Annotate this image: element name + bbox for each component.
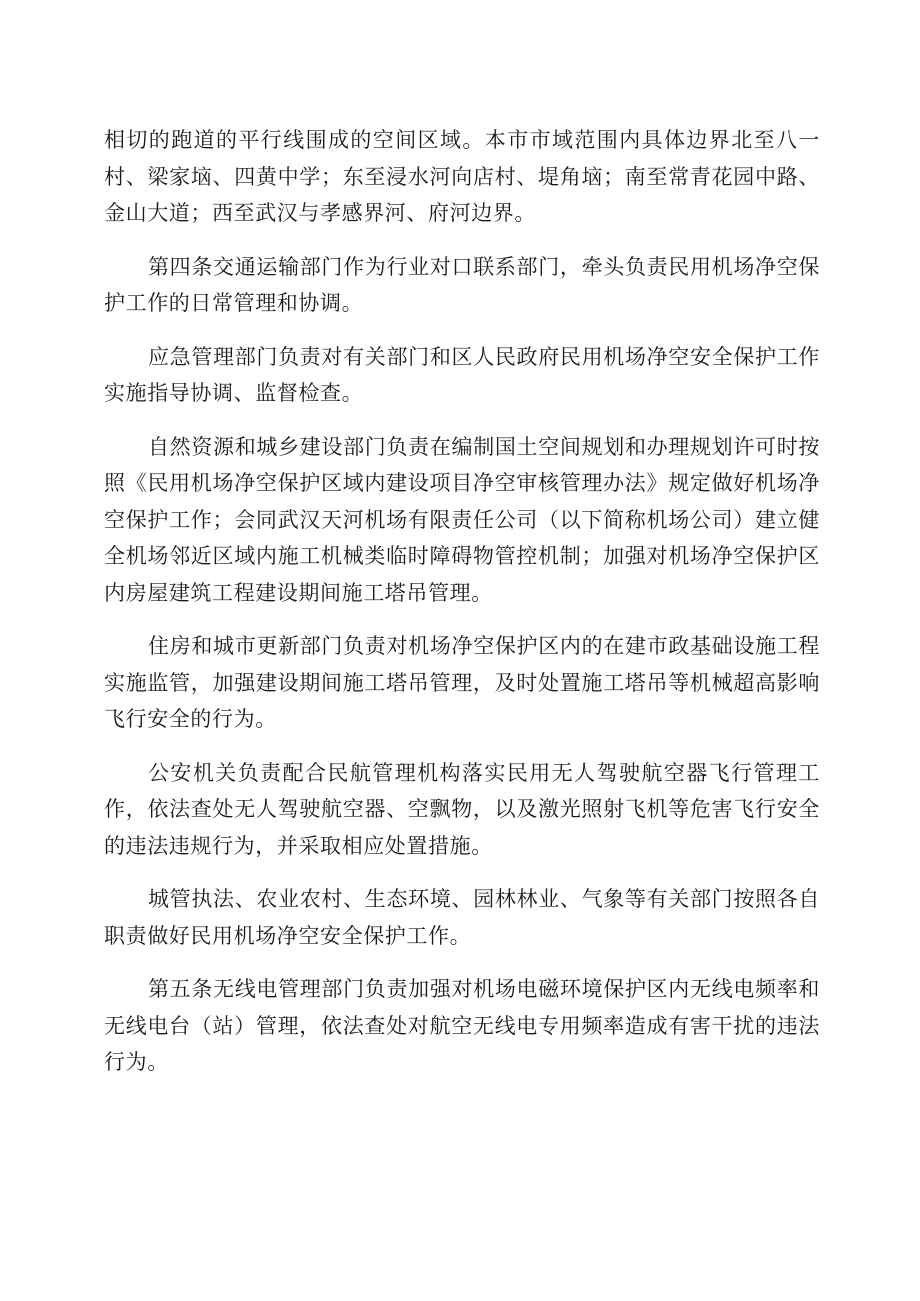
paragraph-natural-resources: 自然资源和城乡建设部门负责在编制国土空间规划和办理规划许可时按照《民用机场净空保护区域内建设项目净空审核管理办法》规定做好机场净空保护工作；会同武汉天河机场有限责任公司（以下简称机场公司）建立健全机场邻近区域内施工机械类临时障碍物管控机制；加强对机场净空保护区内房屋建筑工程建设期间施工塔吊管理。 bbox=[104, 434, 820, 605]
document-page bbox=[104, 122, 820, 1098]
paragraph-article-4: 第四条交通运输部门作为行业对口联系部门，牵头负责民用机场净空保护工作的日常管理和协调。 bbox=[104, 254, 820, 315]
paragraph-emergency-management: 应急管理部门负责对有关部门和区人民政府民用机场净空安全保护工作实施指导协调、监督检查。 bbox=[104, 344, 820, 405]
paragraph-housing: 住房和城市更新部门负责对机场净空保护区内的在建市政基础设施工程实施监管，加强建设期间施工塔吊管理，及时处置施工塔吊等机械超高影响飞行安全的行为。 bbox=[104, 634, 820, 731]
paragraph-other-departments: 城管执法、农业农村、生态环境、园林林业、气象等有关部门按照各自职责做好民用机场净空安全保护工作。 bbox=[104, 887, 820, 948]
paragraph-article-5: 第五条无线电管理部门负责加强对机场电磁环境保护区内无线电频率和无线电台（站）管理，依法查处对航空无线电专用频率造成有害干扰的违法行为。 bbox=[104, 977, 820, 1074]
paragraph-public-security: 公安机关负责配合民航管理机构落实民用无人驾驶航空器飞行管理工作，依法查处无人驾驶航空器、空飘物，以及激光照射飞机等危害飞行安全的违法违规行为，并采取相应处置措施。 bbox=[104, 760, 820, 858]
paragraph-continuation: 相切的跑道的平行线围成的空间区域。本市市域范围内具体边界北至八一村、梁家垴、四黄中学；东至浸水河向店村、堤角垴；南至常青花园中路、金山大道；西至武汉与孝感界河、府河边界。 bbox=[104, 128, 820, 225]
